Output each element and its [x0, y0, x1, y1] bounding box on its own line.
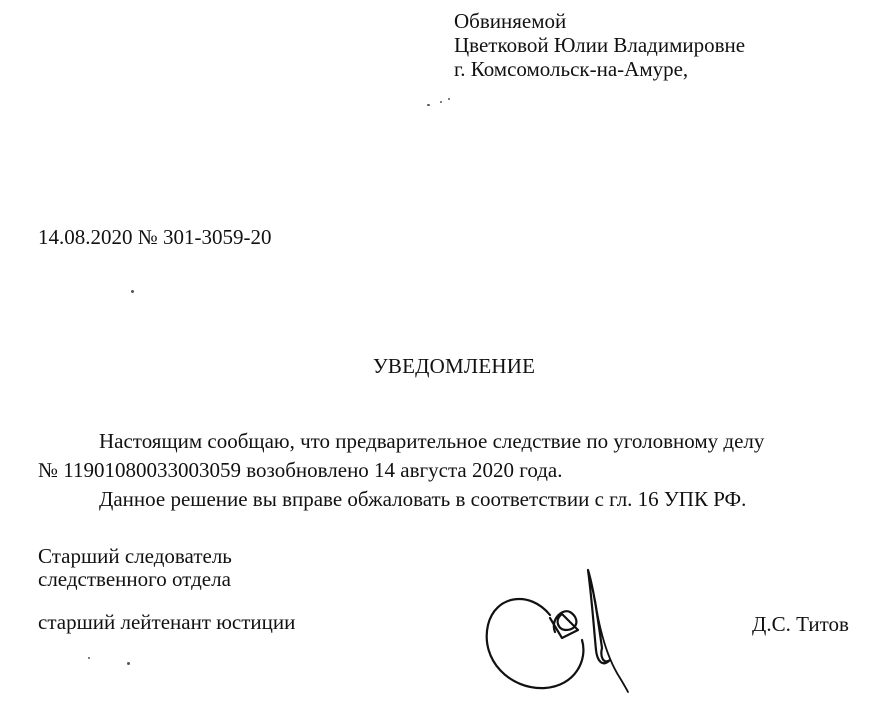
signer-position-line: Старший следователь	[38, 544, 232, 568]
document-date-number: 14.08.2020 № 301-3059-20	[38, 225, 272, 249]
signer-rank: старший лейтенант юстиции	[38, 610, 296, 634]
body-paragraph-line: Данное решение вы вправе обжаловать в соответствии с гл. 16 УПК РФ.	[99, 487, 747, 511]
addressee-block	[454, 9, 745, 81]
body-paragraph-line: Настоящим сообщаю, что предварительное следствие по уголовному делу	[99, 429, 765, 453]
scan-speck	[448, 98, 450, 100]
scan-speck	[440, 101, 442, 103]
addressee-status: Обвиняемой	[454, 9, 567, 33]
document-body	[38, 427, 878, 514]
scan-speck	[131, 290, 134, 293]
addressee-city: г. Комсомольск-на-Амуре,	[454, 57, 689, 81]
document-title: УВЕДОМЛЕНИЕ	[372, 354, 536, 378]
signer-name: Д.С. Титов	[752, 612, 849, 636]
signer-position	[38, 545, 232, 591]
scan-speck	[427, 104, 430, 106]
scan-speck	[88, 657, 90, 659]
addressee-name: Цветковой Юлии Владимировне	[454, 33, 746, 57]
body-paragraph-line: № 11901080033003059 возобновлено 14 августа 2020 года.	[38, 458, 563, 482]
scan-speck	[127, 662, 130, 665]
signer-position-line: следственного отдела	[38, 567, 231, 591]
handwritten-signature	[470, 560, 650, 710]
